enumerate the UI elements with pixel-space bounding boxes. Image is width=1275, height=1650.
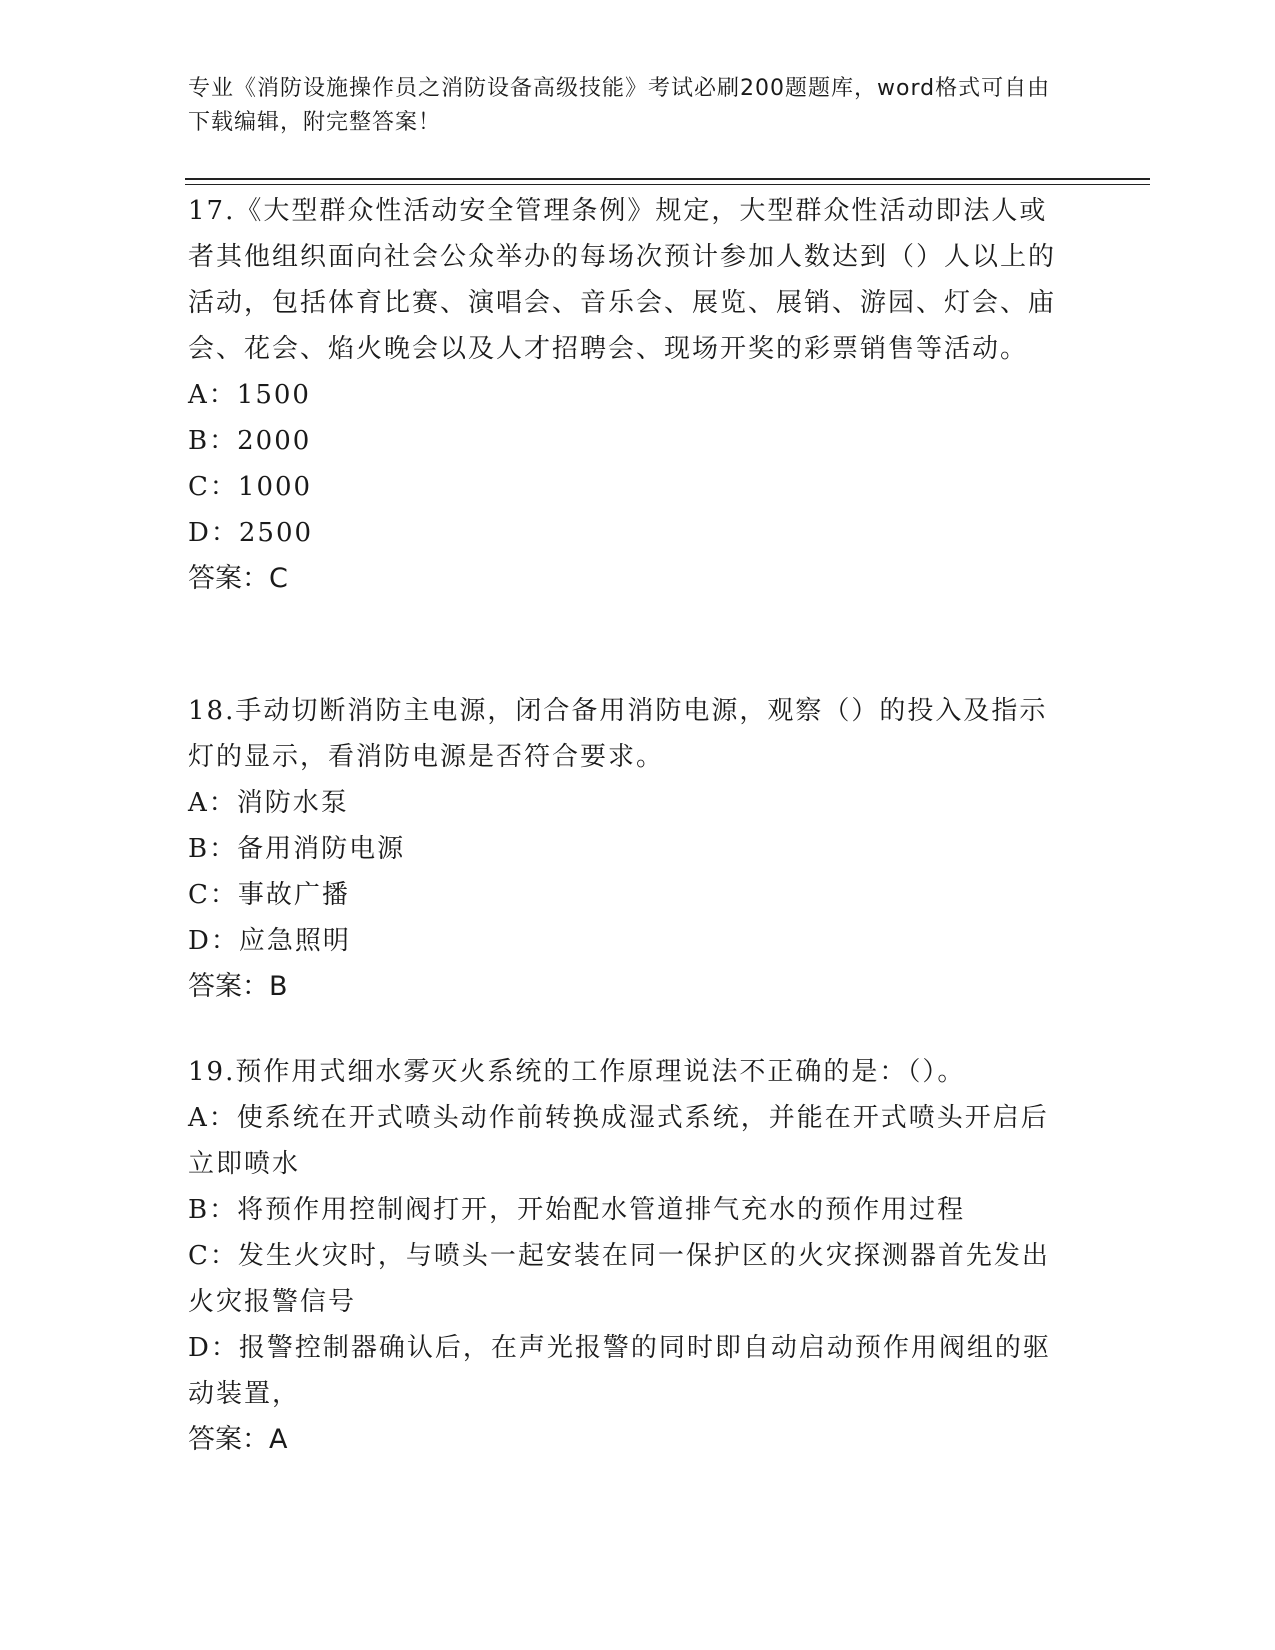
option-key: D：: [188, 518, 239, 548]
option-text: 1500: [236, 380, 311, 410]
option-d: [188, 1325, 1068, 1417]
option-c: [188, 872, 1068, 918]
option-text: 2500: [238, 518, 314, 548]
option-key: B：: [188, 834, 238, 864]
option-key: A：: [188, 380, 237, 410]
option-text: 事故广播: [237, 880, 350, 910]
document-header: 专业《消防设施操作员之消防设备高级技能》考试必刷200题题库，word格式可自由下载编辑，附完整答案！: [188, 76, 1051, 135]
option-key: B：: [188, 1195, 238, 1225]
question-18: [188, 688, 1068, 1010]
option-c: [188, 1233, 1068, 1325]
question-stem: 17.《大型群众性活动安全管理条例》规定，大型群众性活动即法人或者其他组织面向社会公众举办的每场次预计参加人数达到（）人以上的活动，包括体育比赛、演唱会、音乐会、展览、展销、游园、灯会、庙会、花会、焰火晚会以及人才招聘会、现场开奖的彩票销售等活动。: [188, 196, 1057, 364]
option-text: 将预作用控制阀打开，开始配水管道排气充水的预作用过程: [237, 1195, 966, 1225]
option-text: 消防水泵: [236, 788, 349, 818]
option-c: [188, 464, 1068, 510]
question-stem: 19.预作用式细水雾灭火系统的工作原理说法不正确的是：（）。: [188, 1057, 966, 1087]
option-key: D：: [188, 1333, 239, 1363]
option-key: B：: [188, 426, 238, 456]
option-b: [188, 826, 1068, 872]
question-17: [188, 188, 1068, 602]
option-text: 2000: [237, 426, 312, 456]
option-text: 发生火灾时，与喷头一起安装在同一保护区的火灾探测器首先发出火灾报警信号: [188, 1241, 1050, 1317]
header-divider-thick: [185, 178, 1150, 180]
option-text: 备用消防电源: [237, 834, 406, 864]
option-text: 使系统在开式喷头动作前转换成湿式系统，并能在开式喷头开启后立即喷水: [188, 1103, 1049, 1179]
option-a: [188, 780, 1068, 826]
option-key: A：: [188, 788, 237, 818]
option-key: A：: [188, 1103, 237, 1133]
option-b: [188, 418, 1068, 464]
option-b: [188, 1187, 1068, 1233]
answer-line: 答案：B: [188, 971, 288, 1002]
header-divider-thin: [185, 184, 1150, 185]
question-stem: 18.手动切断消防主电源，闭合备用消防电源，观察（）的投入及指示灯的显示，看消防电源是否符合要求。: [188, 696, 1048, 772]
option-key: C：: [188, 472, 238, 502]
option-key: C：: [188, 1241, 238, 1271]
answer-line: 答案：A: [188, 1424, 288, 1455]
option-key: D：: [188, 926, 239, 956]
option-text: 报警控制器确认后，在声光报警的同时即自动启动预作用阀组的驱动装置，: [188, 1333, 1051, 1409]
answer-line: 答案：C: [188, 563, 288, 594]
option-key: C：: [188, 880, 238, 910]
option-d: [188, 510, 1068, 556]
option-text: 1000: [237, 472, 313, 502]
option-a: [188, 1095, 1068, 1187]
option-text: 应急照明: [238, 926, 351, 956]
option-a: [188, 372, 1068, 418]
question-19: [188, 1049, 1068, 1463]
option-d: [188, 918, 1068, 964]
